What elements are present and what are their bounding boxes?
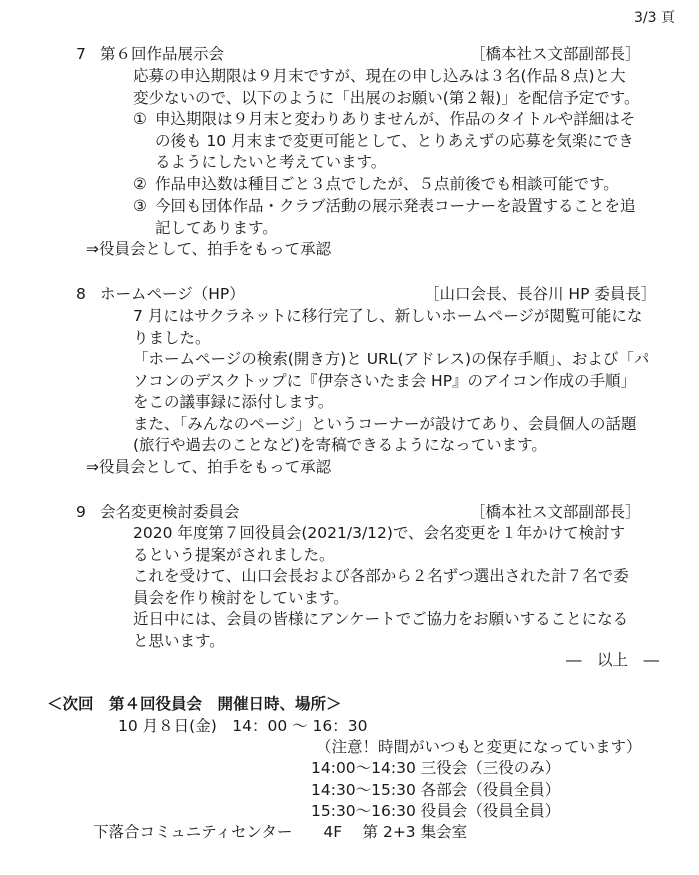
- paragraph-line: 変少ないので、以下のように「出展のお願い(第２報)」を配信予定です。: [133, 88, 640, 107]
- item-8-intro: [133, 306, 663, 457]
- paragraph-line: これを受けて、山口会長および各部から２名ずつ選出された計７名で委: [133, 567, 629, 585]
- subitem-line: 今回も団体作品・クラブ活動の展示発表コーナーを設置することを追: [155, 197, 636, 215]
- paragraph-line: をこの議事録に添付します。: [133, 393, 334, 411]
- paragraph-line: ソコンのデスクトップに『伊奈さいたま会 HP』のアイコン作成の手順」: [133, 371, 637, 390]
- paragraph-line: 応募の申込期限は９月末ですが、現在の申し込みは３名(作品８点)と大: [133, 67, 626, 85]
- item-7-subitem-3: [133, 196, 663, 239]
- item-number: 7: [76, 45, 86, 63]
- subitem-marker: ③: [133, 197, 147, 215]
- item-9-title: [76, 502, 240, 524]
- next-meeting-note: （注意！時間がいつもと変更になっています）: [316, 738, 642, 756]
- paragraph-line: 近日中には、会員の皆様にアンケートでご協力をお願いすることになる: [133, 610, 629, 628]
- subitem-line: 作品申込数は種目ごと３点でしたが、５点前後でも相談可能です。: [155, 175, 619, 193]
- item-9-intro: [133, 523, 663, 652]
- paragraph-line: また、「みんなのページ」というコーナーが設けてあり、会員個人の話題: [133, 414, 637, 433]
- subitem-marker: ①: [133, 110, 147, 128]
- item-7-subitem-1: [133, 109, 663, 174]
- subitem-line: の後も 10 月末まで変更可能として、とりあえずの応募を気楽にでき: [155, 131, 634, 150]
- next-meeting-datetime: 10 月８日(金) 14：00 ～ 16：30: [118, 717, 368, 735]
- subitem-marker: ②: [133, 175, 147, 193]
- subitem-line: 申込期限は９月末と変わりありませんが、作品のタイトルや詳細はそ: [155, 110, 636, 128]
- item-8-title: [76, 284, 245, 306]
- item-9-responsible: ［橋本社ス文部副部長］: [470, 503, 641, 521]
- item-8-approval: ⇒役員会として、拍手をもって承認: [86, 458, 332, 476]
- paragraph-line: りました。: [133, 328, 211, 347]
- item-title-text: ホームページ（HP）: [100, 285, 245, 303]
- paragraph-line: るという提案がされました。: [133, 545, 335, 564]
- paragraph-line: (旅行や過去のことなど)を寄稿できるようになっています。: [133, 436, 547, 454]
- paragraph-line: と思います。: [133, 631, 225, 650]
- paragraph-line: 「ホームページの検索(開き方)と URL(アドレス)の保存手順」、および「パ: [133, 350, 650, 368]
- subitem-line: 記してあります。: [155, 218, 278, 237]
- item-8-responsible: ［山口会長、長谷川 HP 委員長］: [424, 285, 657, 303]
- item-7-intro: [133, 66, 663, 109]
- paragraph-line: 2020 年度第７回役員会(2021/3/12)で、会名変更を１年かけて検討す: [133, 524, 626, 542]
- item-title-text: 会名変更検討委員会: [100, 503, 240, 521]
- paragraph-line: 員会を作り検討をしています。: [133, 588, 349, 607]
- next-meeting-venue: 下落合コミュニティセンター 4F 第 2+3 集会室: [93, 823, 468, 841]
- item-7-responsible: ［橋本社ス文部副部長］: [470, 45, 641, 63]
- schedule-line: 14:00～14:30 三役会（三役のみ）: [311, 759, 561, 777]
- page-number: 3/3 頁: [634, 10, 675, 26]
- item-number: 9: [76, 503, 86, 521]
- paragraph-line: 7 月にはサクラネットに移行完了し、新しいホームページが閲覧可能にな: [133, 307, 643, 325]
- item-number: 8: [76, 285, 86, 303]
- schedule-line: 15:30～16:30 役員会（役員全員）: [311, 802, 561, 820]
- item-7-title: [76, 44, 224, 66]
- subitem-line: るようにしたいと考えています。: [155, 153, 387, 171]
- schedule-line: 14:30～15:30 各部会（役員全員）: [311, 781, 561, 799]
- closing-mark: ― 以上 ―: [565, 651, 659, 669]
- item-title-text: 第６回作品展示会: [100, 45, 225, 63]
- item-7-approval: ⇒役員会として、拍手をもって承認: [86, 240, 332, 258]
- item-7-subitem-2: [133, 174, 663, 196]
- next-meeting-header: ＜次回 第４回役員会 開催日時、場所＞: [47, 695, 342, 713]
